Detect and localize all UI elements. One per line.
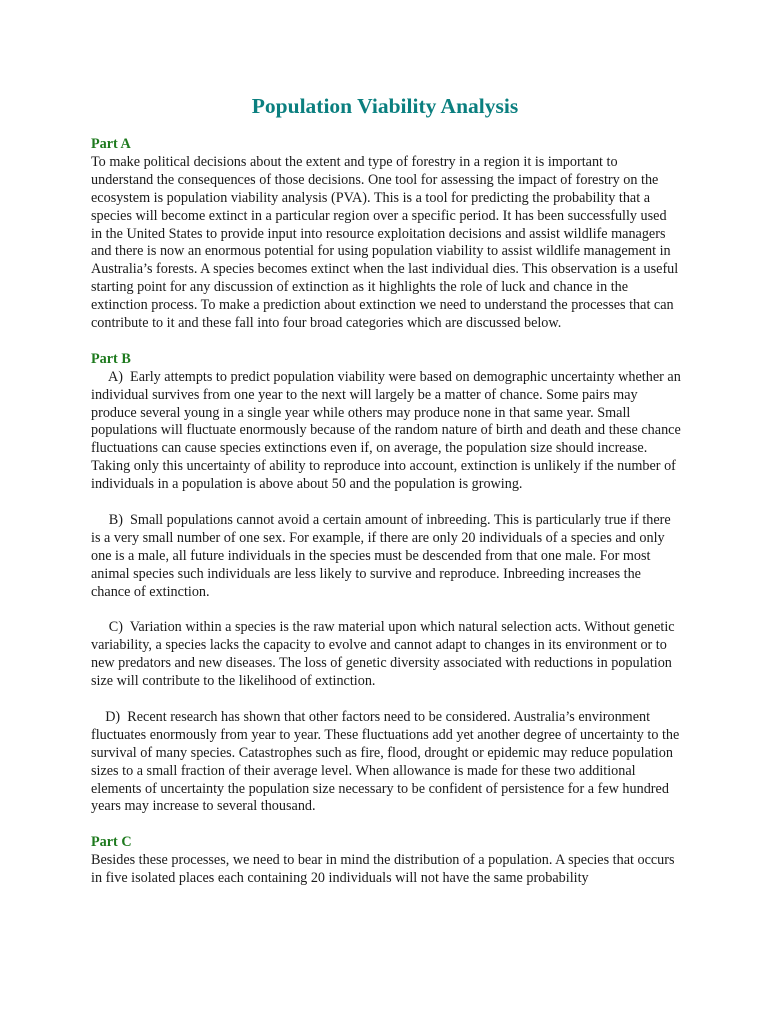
item-text: Small populations cannot avoid a certain amount of inbreeding. This is particularly true if there is a very small number of one sex. For example, if there are only 20 individuals of a species and only one is a male, all future individuals in the species must be descended from that one male. For most animal species such individuals are less likely to survive and reproduce. Inbreeding increases the chance of extinction. [91,512,671,600]
section-heading-part-b: Part B [91,350,131,367]
document-title: Population Viability Analysis [251,94,519,118]
item-marker: B) [108,512,123,528]
list-item-d [91,709,681,816]
section-heading-part-a: Part A [91,136,131,152]
item-text: Variation within a species is the raw material upon which natural selection acts. Without genetic variability, a species lacks the capacity to evolve and cannot adapt to changes in its environment or to new predators and new diseases. The loss of genetic diversity associated with reductions in population size will contribute to the likelihood of extinction. [91,619,675,690]
list-item-b [91,512,681,602]
item-marker: A) [107,368,123,385]
paragraph-part-a: To make political decisions about the extent and type of forestry in a region it is important to understand the consequences of those decisions. One tool for assessing the impact of forestry on the ecosystem is population viability analysis (PVA). This is a tool for predicting the probability that a species will become extinct in a particular region over a specific period. It has been successfully used in the United States to provide input into resource exploitation decisions and assist wildlife managers and there is now an enormous potential for using population viability to assist wildlife management in Australia’s forests. A species becomes extinct when the last individual dies. This observation is a useful starting point for any discussion of extinction as it highlights the role of luck and chance in the extinction process. To make a prediction about extinction we need to understand the processes that can contribute to it and these fall into four broad categories which are discussed below. [91,153,679,332]
section-part-c [91,834,681,888]
paragraph-part-c: Besides these processes, we need to bear in mind the distribution of a population. A species that occurs in five isolated places each containing 20 individuals will not have the same probability [91,852,675,887]
item-marker: D) [105,708,121,725]
item-text: Early attempts to predict population viability were based on demographic uncertainty whether an individual survives from one year to the next will largely be a matter of chance. Some pairs may produce several young in a single year while others may produce none in that same year. Small populations will fluctuate enormously because of the random nature of birth and death and these chance fluctuations can cause species extinctions even if, on average, the population size should increase. Taking only this uncertainty of ability to reproduce into account, extinction is unlikely if the number of individuals in a population is above about 50 and the population is growing. [91,368,681,493]
section-part-a [91,136,681,333]
item-text: Recent research has shown that other factors need to be considered. Australia’s environment fluctuates enormously from year to year. These fluctuations add yet another degree of uncertainty to the survival of many species. Catastrophes such as fire, flood, drought or epidemic may reduce population sizes to a small fraction of their average level. When allowance is made for these two additional elements of uncertainty the population size necessary to be confident of persistence for a few hundred years may increase to several thousand. [91,708,680,815]
section-part-b [91,351,681,817]
document-page [91,92,681,888]
section-heading-part-c: Part C [91,834,132,851]
list-item-c [91,619,681,691]
item-marker: C) [108,619,123,636]
list-item-a [91,369,681,494]
